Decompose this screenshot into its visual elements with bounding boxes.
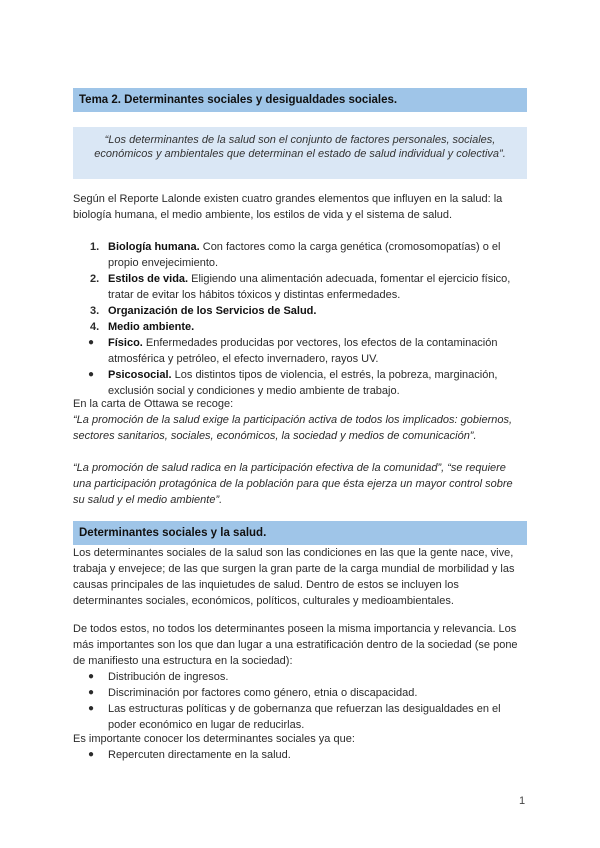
bullet-icon: ●: [88, 749, 95, 760]
list-item: 3. Organización de los Servicios de Salud.: [90, 305, 317, 317]
definition-quote: “Los determinantes de la salud son el conjunto de factores personales, sociales, económicos y ambientales que determinan el estado de salud individual y colectiva”.: [73, 127, 527, 179]
section-title-determinantes: Determinantes sociales y la salud.: [73, 521, 527, 545]
list-item: ● Distribución de ingresos.: [88, 671, 229, 683]
bullet-list-2: [73, 747, 527, 763]
list-item: 2. Estilos de vida. Eligiendo una alimentación adecuada, fomentar el ejercicio físico, tratar de evitar los hábitos tóxicos y distintas enfermedades.: [90, 273, 511, 301]
list-item: 1. Biología humana. Con factores como la carga genética (cromosomopatías) o el propio envejecimiento.: [90, 241, 501, 269]
list-item: ● Físico. Enfermedades producidas por vectores, los efectos de la contaminación atmosférica y petróleo, el efecto invernadero, rayos UV.: [88, 337, 498, 365]
list-item: ● Discriminación por factores como género, etnia o discapacidad.: [88, 687, 418, 699]
paragraph-1: Los determinantes sociales de la salud son las condiciones en las que la gente nace, vive, trabaja y envejece; de las que surgen la gran parte de la carga mundial de morbilidad y las causas principales de las inquietudes de salud. Dentro de estos se incluyen los determinantes sociales, económicos, políticos, culturales y medioambientales.: [73, 547, 515, 607]
ottawa-intro: En la carta de Ottawa se recoge:: [73, 398, 234, 410]
lalonde-list: [73, 239, 527, 399]
list-item: ● Repercuten directamente en la salud.: [88, 749, 291, 761]
paragraph-3: Es importante conocer los determinantes sociales ya que:: [73, 733, 355, 745]
ottawa-quote-2: “La promoción de salud radica en la participación efectiva de la comunidad”, “se requiere una participación protagónica de la población para que ésta ejerza un mayor control sobre su salud y el medio ambiente”.: [73, 462, 513, 506]
bullet-icon: ●: [88, 671, 95, 682]
list-item: ● Psicosocial. Los distintos tipos de violencia, el estrés, la pobreza, marginación, exclusión social y condiciones y medio ambiente de trabajo.: [88, 369, 498, 397]
bullet-icon: ●: [88, 369, 95, 380]
list-item: ● Las estructuras políticas y de gobernanza que refuerzan las desigualdades en el poder económico en lugar de reducirlas.: [88, 703, 501, 731]
page-number: 1: [519, 795, 526, 807]
ottawa-quote-1: “La promoción de la salud exige la participación activa de todos los implicados: gobiernos, sectores sanitarios, sociales, económicos, la sociedad y medios de comunicación”.: [73, 414, 513, 442]
section-title-tema2: Tema 2. Determinantes sociales y desigualdades sociales.: [73, 88, 527, 112]
bullet-icon: ●: [88, 703, 95, 714]
bullet-list: [73, 669, 527, 733]
list-item: 4. Medio ambiente.: [90, 321, 195, 333]
bullet-icon: ●: [88, 337, 95, 348]
bullet-icon: ●: [88, 687, 95, 698]
paragraph-2: De todos estos, no todos los determinantes poseen la misma importancia y relevancia. Los más importantes son los que dan lugar a una estratificación dentro de la sociedad (se pone de manifiesto una estructura en la sociedad):: [73, 623, 518, 667]
intro-paragraph: Según el Reporte Lalonde existen cuatro grandes elementos que influyen en la salud: la biología humana, el medio ambiente, los estilos de vida y el sistema de salud.: [73, 193, 503, 221]
